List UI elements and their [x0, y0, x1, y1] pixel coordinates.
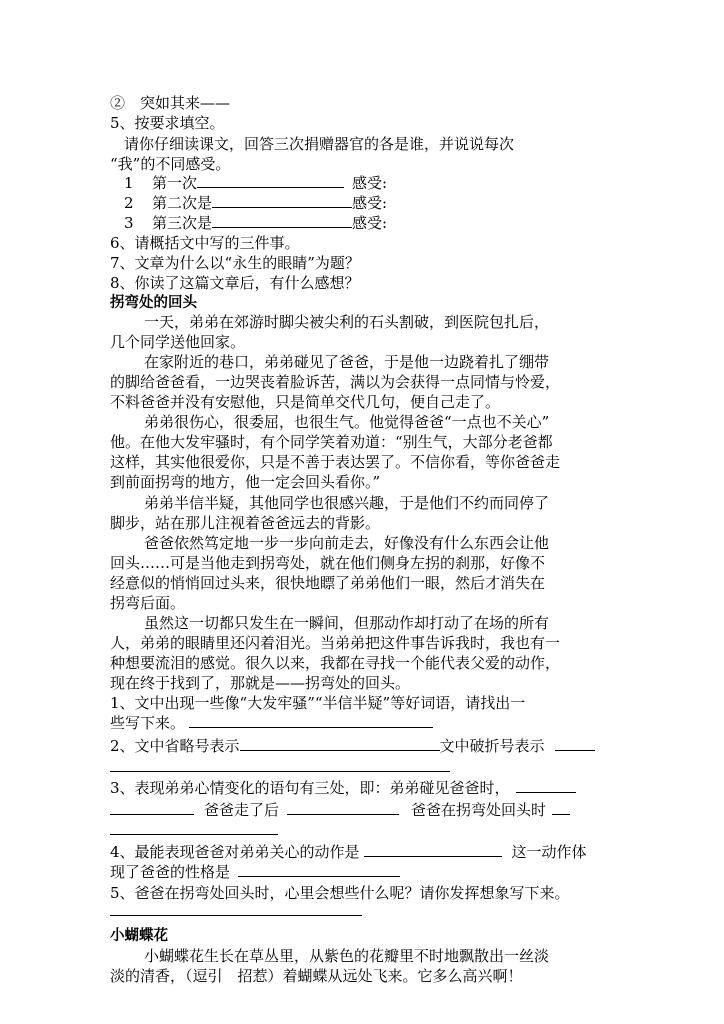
row-feel-label: 感受:: [352, 194, 388, 212]
answer-blank[interactable]: [110, 819, 278, 835]
answer-line-row: [110, 900, 362, 922]
subquestion-3-text-c: 爸爸在拐弯处回头时: [411, 801, 547, 819]
question-5-title: 5、按要求填空。: [110, 114, 225, 132]
story-line: 脚步，站在那儿注视着爸爸远去的背影。: [110, 514, 381, 532]
answer-line-row: [110, 756, 450, 778]
answer-blank[interactable]: [555, 735, 595, 751]
story-line: 种想要流泪的感觉。很久以来，我都在寻找一个能代表父爱的动作，: [110, 654, 561, 672]
story-line: 经意似的悄悄回过头来，很快地瞟了弟弟他们一眼，然后才消失在: [110, 574, 546, 592]
subquestion-3: [110, 777, 576, 799]
donation-row: [124, 212, 387, 234]
answer-blank[interactable]: [287, 799, 399, 815]
row-feel-label: 感受:: [352, 174, 388, 192]
row-label: 第三次是: [152, 214, 213, 232]
subquestion-5: 5、爸爸在拐弯处回头时，心里会想些什么呢？请你发挥想象写下来。: [110, 884, 570, 902]
subquestion-1: 1、文中出现一些像“大发牢骚”“半信半疑”等好词语，请找出一: [110, 694, 526, 712]
story-line: 拐弯后面。: [110, 594, 186, 612]
subquestion-1-text: 些写下来。: [110, 714, 186, 732]
story-line: 他。在他大发牢骚时，有个同学笑着劝道：“别生气，大部分老爸都: [110, 433, 553, 451]
story-line: 的脚给爸爸看，一边哭丧着脸诉苦，满以为会获得一点同情与怜爱，: [110, 373, 561, 391]
story-line: 弟弟很伤心，很委屈，也很生气。他觉得爸爸“一点也不关心”: [144, 413, 550, 431]
subquestion-3-cont: [110, 799, 570, 821]
subquestion-4-cont: [110, 861, 400, 883]
answer-blank[interactable]: [110, 756, 450, 772]
answer-blank[interactable]: [110, 900, 362, 916]
subquestion-2-text: 2、文中省略号表示: [110, 737, 240, 755]
flower-line: 淡的清香，（逗引 招惹）着蝴蝶从远处飞来。它多么高兴啊！: [110, 967, 523, 985]
question-5-intro-cont: “我”的不同感受。: [110, 155, 231, 173]
question-5-intro: 请你仔细读课文，回答三次捐赠器官的各是谁，并说说每次: [124, 135, 515, 153]
answer-blank[interactable]: [189, 712, 433, 728]
section-title-bend: 拐弯处的回头: [110, 295, 197, 311]
answer-line-row: [110, 819, 278, 841]
question-8: 8、你读了这篇文章后，有什么感想？: [110, 274, 360, 292]
row-number: 3: [124, 214, 134, 232]
section-title-flower: 小蝴蝶花: [110, 928, 168, 944]
story-line: 几个同学送他回家。: [110, 333, 246, 351]
story-line: 现在终于找到了，那就是——拐弯处的回头。: [110, 674, 411, 692]
story-line: 爸爸依然笃定地一步一步向前走去，好像没有什么东西会让他: [144, 534, 550, 552]
subquestion-4-text-b: 这一动作体: [511, 843, 587, 861]
subquestion-1-cont: [110, 712, 433, 734]
story-line: 在家附近的巷口，弟弟碰见了爸爸，于是他一边跷着扎了绷带: [144, 353, 550, 371]
row-feel-label: 感受:: [352, 214, 388, 232]
answer-blank[interactable]: [364, 841, 502, 857]
answer-blank[interactable]: [110, 799, 194, 815]
story-line: 弟弟半信半疑，其他同学也很感兴趣，于是他们不约而同停了: [144, 494, 550, 512]
story-line: 一天，弟弟在郊游时脚尖被尖利的石头割破，到医院包扎后，: [144, 313, 550, 331]
subquestion-4-text-c: 现了爸爸的性格是: [110, 863, 231, 881]
row-label: 第二次是: [152, 194, 213, 212]
answer-blank[interactable]: [238, 861, 400, 877]
flower-line: 小蝴蝶花生长在草丛里，从紫色的花瓣里不时地飘散出一丝淡: [144, 947, 550, 965]
answer-blank[interactable]: [516, 777, 576, 793]
subquestion-2: [110, 735, 595, 757]
answer-blank[interactable]: [197, 172, 344, 188]
question-7: 7、文章为什么以“永生的眼睛”为题？: [110, 254, 360, 272]
question-6: 6、请概括文中写的三件事。: [110, 234, 300, 252]
story-line: 回头……可是当他走到拐弯处，就在他们侧身左拐的刹那，好像不: [110, 554, 546, 572]
subquestion-4: [110, 841, 587, 863]
answer-blank[interactable]: [212, 192, 352, 208]
answer-blank[interactable]: [552, 799, 570, 815]
row-number: 1: [124, 174, 134, 192]
story-line: 到前面拐弯的地方，他一定会回头看你。”: [110, 473, 381, 491]
subquestion-3-text: 3、表现弟弟心情变化的语句有三处，即：弟弟碰见爸爸时，: [110, 779, 510, 797]
row-label: 第一次: [152, 174, 198, 192]
story-line: 人，弟弟的眼睛里还闪着泪光。当弟弟把这件事告诉我时，我也有一: [110, 634, 561, 652]
answer-blank[interactable]: [212, 212, 352, 228]
subquestion-4-text: 4、最能表现爸爸对弟弟关心的动作是: [110, 843, 360, 861]
donation-row: [124, 172, 387, 194]
answer-blank[interactable]: [240, 735, 440, 751]
question-sudden: ② 突如其来——: [110, 94, 231, 112]
story-line: 虽然这一切都只发生在一瞬间，但那动作却打动了在场的所有: [144, 614, 550, 632]
subquestion-3-text-b: 爸爸走了后: [204, 801, 280, 819]
story-line: 不料爸爸并没有安慰他，只是简单交代几句，便自己走了。: [110, 393, 501, 411]
story-line: 这样，其实他很爱你，只是不善于表达罢了。不信你看，等你爸爸走: [110, 453, 561, 471]
row-number: 2: [124, 194, 134, 212]
donation-row: [124, 192, 387, 214]
subquestion-2-text-b: 文中破折号表示: [439, 737, 545, 755]
